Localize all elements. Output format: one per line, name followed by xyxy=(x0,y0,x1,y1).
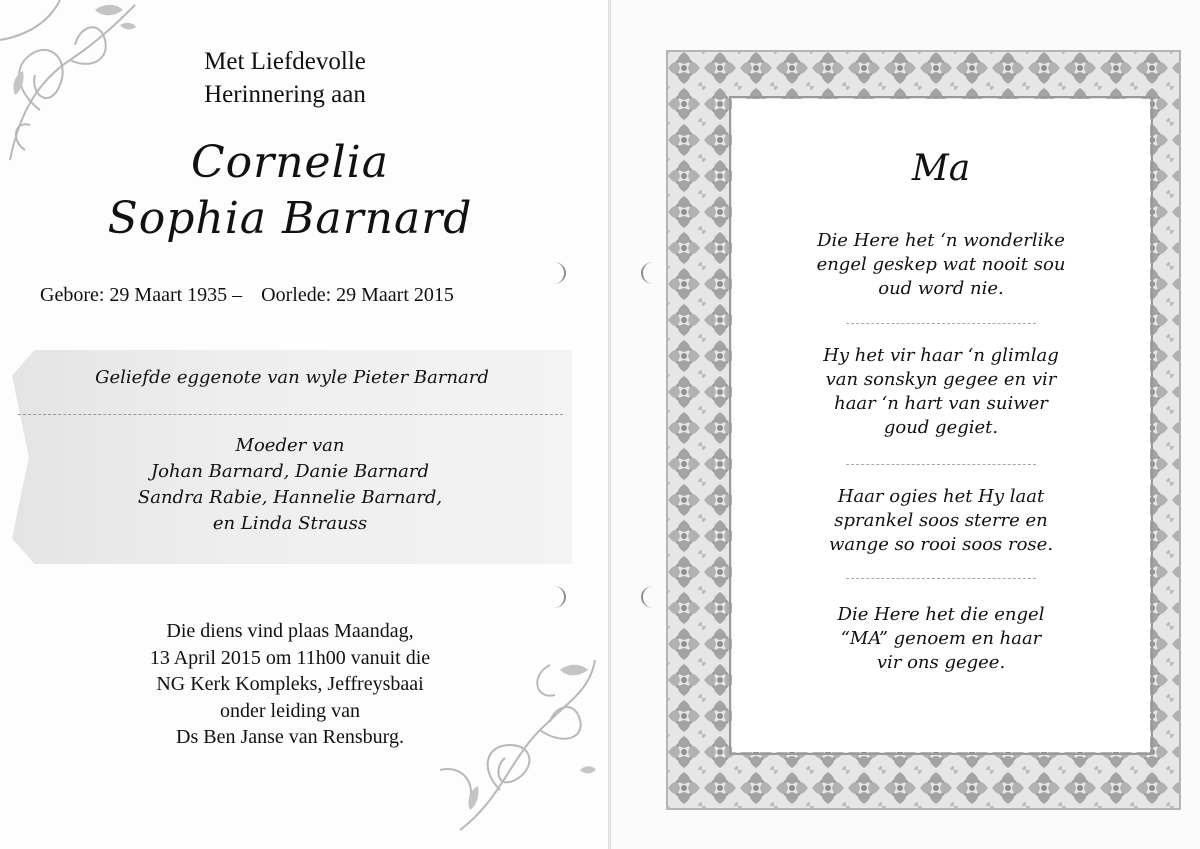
death-date: Oorlede: 29 Maart 2015 xyxy=(261,284,454,306)
verse-line: haar ‘n hart van suiwer xyxy=(834,393,1048,414)
verse-2 xyxy=(761,344,1121,440)
dates-line xyxy=(40,284,560,307)
verse-3 xyxy=(761,485,1121,557)
punch-hole xyxy=(641,586,665,608)
deceased-first-name: Cornelia xyxy=(191,137,389,188)
verse-line: Die Here het die engel xyxy=(837,604,1045,625)
punch-hole xyxy=(641,262,665,284)
verse-line: Haar ogies het Hy laat xyxy=(837,486,1045,507)
right-page xyxy=(611,0,1200,849)
verse-line: sprankel soos sterre en xyxy=(834,510,1048,531)
verse-line: wange so rooi soos rose. xyxy=(828,534,1054,555)
verse-line: Die Here het ‘n wonderlike xyxy=(817,230,1065,251)
verse-line: goud gegiet. xyxy=(883,417,999,438)
verse-line: vir ons gegee. xyxy=(876,652,1006,673)
intro-line-1: Met Liefdevolle xyxy=(204,48,366,75)
children-line-1: Johan Barnard, Danie Barnard xyxy=(150,461,430,482)
mother-heading: Moeder van xyxy=(235,435,345,456)
service-line-3: NG Kerk Kompleks, Jeffreysbaai xyxy=(156,673,424,695)
service-line-1: Die diens vind plaas Maandag, xyxy=(166,620,414,642)
verse-divider xyxy=(846,464,1036,465)
verse-line: van sonskyn gegee en vir xyxy=(825,369,1057,390)
corner-flourish-bottom xyxy=(440,650,600,840)
poem-title: Ma xyxy=(911,148,971,189)
verse-divider xyxy=(846,323,1036,324)
intro-line-2: Herinnering aan xyxy=(204,81,366,108)
children-line-3: en Linda Strauss xyxy=(212,513,368,534)
service-line-2: 13 April 2015 om 11h00 vanuit die xyxy=(149,646,431,669)
verse-1 xyxy=(761,229,1121,301)
spouse-line: Geliefde eggenote van wyle Pieter Barnard xyxy=(95,367,489,388)
punch-hole xyxy=(542,262,566,284)
service-line-4: onder leiding van xyxy=(220,699,360,722)
punch-hole xyxy=(542,586,566,608)
verse-line: Hy het vir haar ‘n glimlag xyxy=(823,345,1059,366)
born-date: Gebore: 29 Maart 1935 – xyxy=(40,284,243,306)
verse-line: oud word nie. xyxy=(878,278,1004,299)
verse-4 xyxy=(761,603,1121,675)
band-divider xyxy=(18,414,563,415)
verse-line: “MA” genoem en haar xyxy=(840,628,1042,649)
deceased-surname: Sophia Barnard xyxy=(107,193,473,244)
service-line-5: Ds Ben Janse van Rensburg. xyxy=(176,726,404,748)
service-details xyxy=(100,618,480,751)
verse-divider xyxy=(846,578,1036,579)
verse-line: engel geskep wat nooit sou xyxy=(816,254,1066,275)
children-line-2: Sandra Rabie, Hannelie Barnard, xyxy=(137,487,443,508)
